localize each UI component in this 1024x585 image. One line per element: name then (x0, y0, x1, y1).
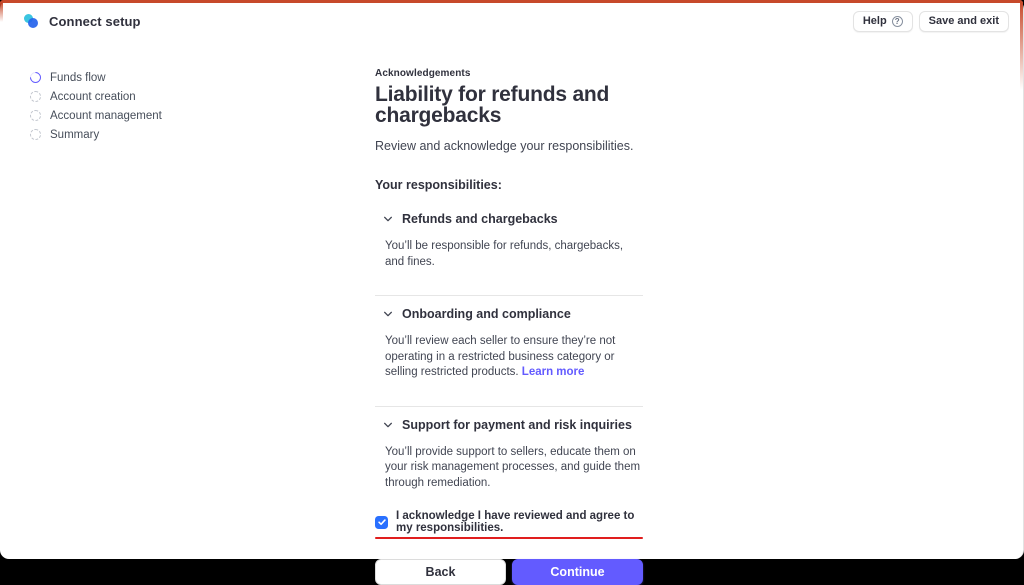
sidebar-item-funds-flow[interactable] (30, 68, 162, 87)
sidebar-item-summary[interactable] (30, 125, 162, 144)
section-title: Support for payment and risk inquiries (402, 417, 632, 432)
question-circle-icon: ? (892, 16, 903, 27)
learn-more-link[interactable]: Learn more (521, 366, 585, 378)
continue-button[interactable]: Continue (512, 559, 643, 585)
help-button[interactable] (853, 11, 913, 32)
acknowledgement-label: I acknowledge I have reviewed and agree to my responsibilities. (396, 510, 635, 534)
section-onboarding-compliance-toggle[interactable] (375, 307, 643, 321)
save-and-exit-label: Save and exit (928, 15, 999, 27)
help-button-label: Help (862, 15, 887, 27)
app-title: Connect setup (49, 13, 141, 29)
setup-steps-sidebar (30, 68, 162, 144)
step-label: Summary (50, 128, 100, 141)
recording-border-top (0, 0, 1023, 3)
chevron-down-icon (383, 420, 393, 430)
divider (375, 295, 643, 296)
section-body: You’ll be responsible for refunds, chargebacks, and fines. (385, 240, 624, 268)
sidebar-item-account-management[interactable] (30, 106, 162, 125)
progress-arc-icon (28, 70, 44, 86)
acknowledgement-checkbox[interactable] (375, 516, 388, 529)
connect-logo-icon (24, 13, 41, 30)
responsibilities-heading: Your responsibilities: (375, 178, 502, 192)
annotation-underline (375, 537, 643, 539)
section-refunds-chargebacks-toggle[interactable] (375, 212, 643, 226)
back-button[interactable]: Back (375, 559, 506, 585)
section-title: Refunds and chargebacks (402, 212, 558, 226)
step-label: Account management (50, 109, 162, 122)
step-label: Funds flow (50, 71, 106, 84)
sidebar-item-account-creation[interactable] (30, 87, 162, 106)
page-subtitle: Review and acknowledge your responsibilities. (375, 139, 634, 153)
acknowledgements-form (375, 68, 643, 585)
dashed-circle-icon (30, 91, 41, 102)
divider (375, 406, 643, 407)
chevron-down-icon (383, 309, 393, 319)
dashed-circle-icon (30, 110, 41, 121)
save-and-exit-button[interactable] (919, 11, 1009, 32)
section-title: Onboarding and compliance (402, 307, 571, 321)
page-title: Liability for refunds and chargebacks (375, 83, 610, 127)
section-support-risk-toggle[interactable] (375, 418, 643, 432)
recording-border-right (1020, 2, 1023, 90)
step-label: Account creation (50, 90, 136, 103)
eyebrow-label: Acknowledgements (375, 68, 471, 79)
dashed-circle-icon (30, 129, 41, 140)
section-body: You’ll review each seller to ensure they’re not operating in a restricted business category or selling restricted products. Learn more (385, 335, 616, 378)
acknowledgement-row (375, 510, 643, 534)
topbar (0, 0, 1023, 42)
chevron-down-icon (383, 214, 393, 224)
section-body: You’ll provide support to sellers, educate them on your risk management processes, and guide them through remediation. (385, 445, 641, 489)
recording-border-left (0, 2, 3, 22)
